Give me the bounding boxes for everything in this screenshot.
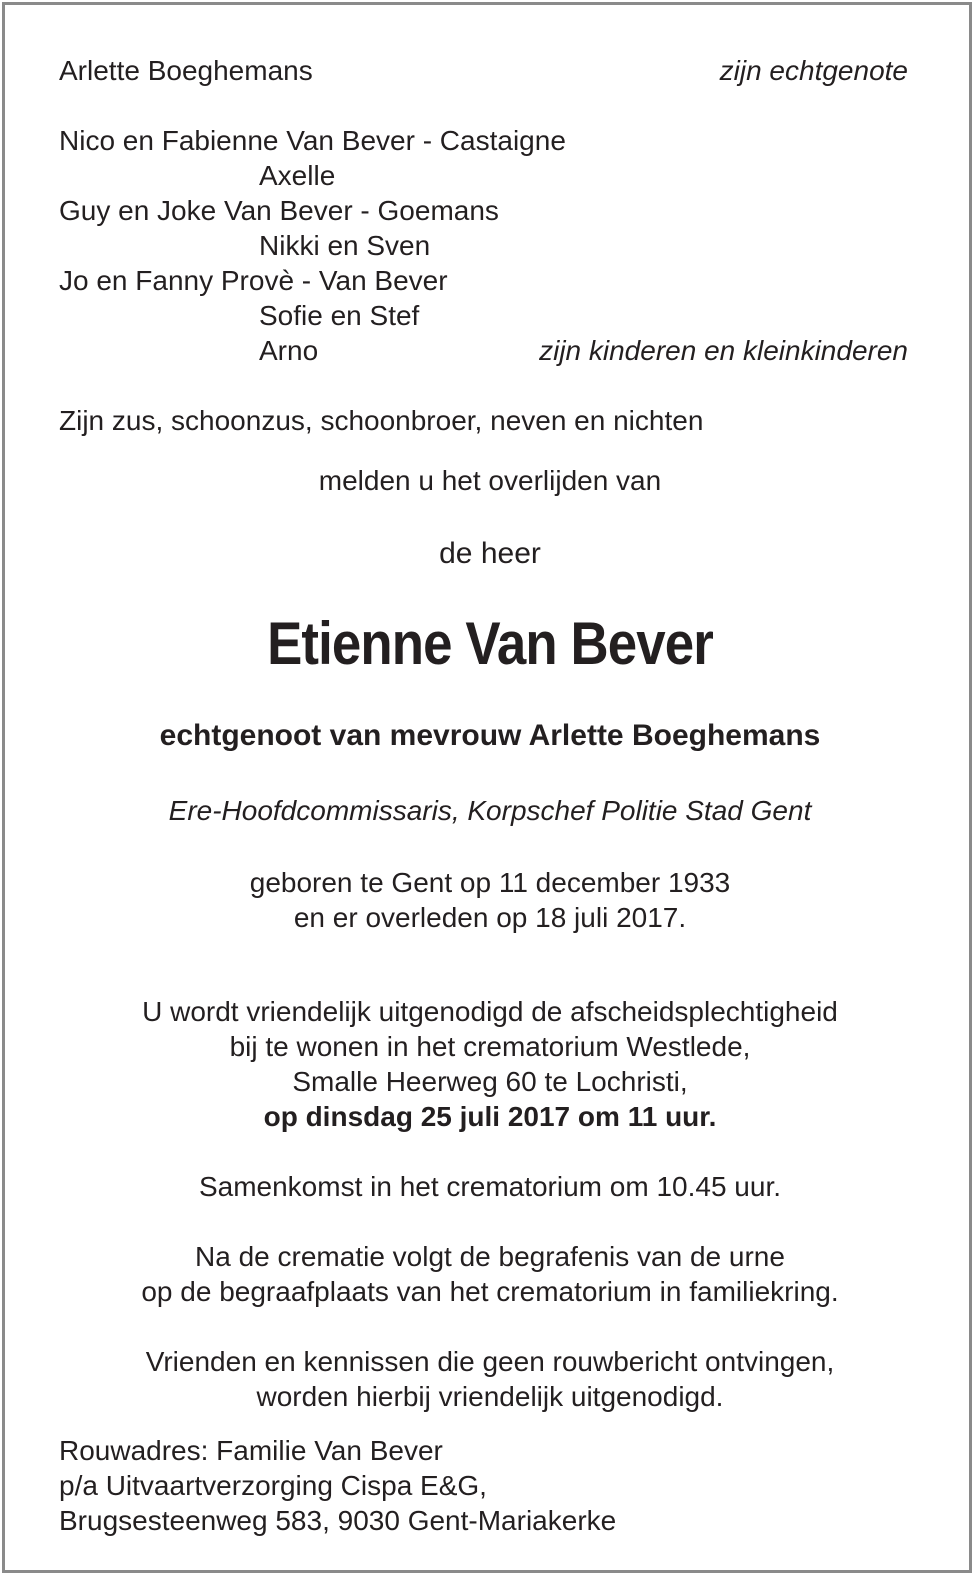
children-role: zijn kinderen en kleinkinderen <box>539 335 908 366</box>
obituary-frame <box>2 2 972 1573</box>
gathering-line: Samenkomst in het crematorium om 10.45 uur. <box>198 1171 782 1202</box>
ceremony-datetime: op dinsdag 25 juli 2017 om 11 uur. <box>263 1101 717 1132</box>
spouse-name: Arlette Boeghemans <box>59 55 313 86</box>
invite-line-2: worden hierbij vriendelijk uitgenodigd. <box>256 1381 724 1412</box>
urn-line-2: op de begraafplaats van het crematorium in familiekring. <box>141 1276 839 1307</box>
grandchild-1: Axelle <box>259 160 336 191</box>
address-line-1: Rouwadres: Familie Van Bever <box>59 1435 443 1466</box>
child-family-3: Jo en Fanny Provè - Van Bever <box>59 265 448 296</box>
grandchild-2: Nikki en Sven <box>259 230 431 261</box>
child-family-2: Guy en Joke Van Bever - Goemans <box>59 195 499 226</box>
profession: Ere-Hoofdcommissaris, Korpschef Politie Stad Gent <box>168 795 812 826</box>
invite-line-1: Vrienden en kennissen die geen rouwbericht ontvingen, <box>145 1346 835 1377</box>
death-line: en er overleden op 18 juli 2017. <box>293 902 687 933</box>
grandchild-4: Arno <box>259 335 319 366</box>
address-line-3: Brugsesteenweg 583, 9030 Gent-Mariakerke <box>59 1505 617 1536</box>
spouse-line: echtgenoot van mevrouw Arlette Boeghemans <box>159 719 821 752</box>
spouse-role: zijn echtgenote <box>719 55 908 86</box>
birth-line: geboren te Gent op 11 december 1933 <box>249 867 731 898</box>
announcement-intro: melden u het overlijden van <box>318 465 662 496</box>
ceremony-line-2: bij te wonen in het crematorium Westlede, <box>229 1031 751 1062</box>
ceremony-line-3: Smalle Heerweg 60 te Lochristi, <box>292 1066 688 1097</box>
urn-line-1: Na de crematie volgt de begrafenis van de urne <box>195 1241 785 1272</box>
grandchild-3: Sofie en Stef <box>259 300 420 331</box>
ceremony-line-1: U wordt vriendelijk uitgenodigd de afscheidsplechtigheid <box>142 996 838 1027</box>
child-family-1: Nico en Fabienne Van Bever - Castaigne <box>59 125 566 156</box>
relatives-line: Zijn zus, schoonzus, schoonbroer, neven en nichten <box>59 405 704 436</box>
deceased-name: Etienne Van Bever <box>267 610 713 677</box>
honorific: de heer <box>439 537 541 570</box>
address-line-2: p/a Uitvaartverzorging Cispa E&G, <box>59 1470 487 1501</box>
